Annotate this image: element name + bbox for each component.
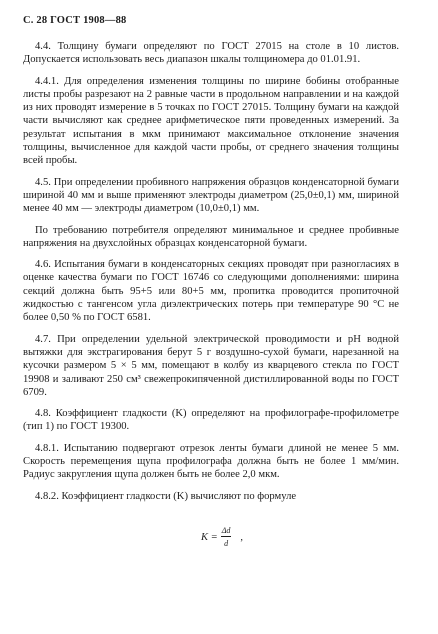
formula-numerator: Δd (221, 526, 231, 535)
smoothness-formula (201, 526, 243, 548)
paragraph-4-4: 4.4. Толщину бумаги определяют по ГОСТ 27015 на столе в 10 листов. Допускается использовать весь диапазон шкалы толщиномера до 01.01.91. (23, 41, 399, 66)
paragraph-4-5: 4.5. При определении пробивного напряжения образцов конденсаторной бумаги шириной 40 мм и выше применяют электроды диаметром (25,0±0,1) мм, шириной менее 40 мм — электроды диаметром (10,0±0,1) мм. (23, 176, 399, 215)
paragraph-4-8-2: 4.8.2. Коэффициент гладкости (K) вычисляют по формуле (35, 490, 297, 502)
formula-trail: , (240, 531, 244, 543)
paragraph-4-6: 4.6. Испытания бумаги в конденсаторных секциях проводят при разногласиях в оценке качества бумаги по ГОСТ 16746 со следующими дополнениями: ширина секций должна быть 95+5 или 80+5 мм, пропитка проводится пропиточной жидкостью с тангенсом угла диэлектрических потерь при температуре 90 °С не более 0,50 % по ГОСТ 6581. (23, 259, 399, 324)
paragraph-4-7: 4.7. При определении удельной электрической проводимости и pH водной вытяжки для экстрагирования берут 5 г воздушно-сухой бумаги, нарезанной на кусочки размером 5 × 5 мм, помещают в колбу из кварцевого стекла по ГОСТ 19908 и заливают 250 см³ свежепрокипяченной дистиллированной воды по ГОСТ 6709. (23, 333, 399, 398)
document-body (23, 40, 399, 503)
paragraph-4-4-1: 4.4.1. Для определения изменения толщины по ширине бобины отобранные листы пробы разрезают на 2 равные части в продольном направлении и на каждой из них проводят измерение в 5 точках по ГОСТ 27015. Толщину бумаги на каждой части вычисляют как среднее арифметическое пяти проведенных измерений. За результат испытания в мкм принимают максимальное отклонение значения толщины, вычисленное для каждой части пробы, от среднего значения толщины всей пробы. (23, 75, 399, 167)
paragraph-4-8-1: 4.8.1. Испытанию подвергают отрезок ленты бумаги длиной не менее 5 мм. Скорость перемещения щупа профилографа должна быть не более 1 мм/мин. Радиус закругления щупа должен быть не более 2,0 мкм. (23, 442, 399, 481)
formula-denominator: d (224, 539, 229, 548)
formula-fraction (221, 526, 232, 548)
paragraph-4-5-note: По требованию потребителя определяют минимальное и среднее пробивные напряжения на двухслойных образцах конденсаторной бумаги. (23, 224, 399, 249)
formula-lhs: K = (201, 531, 218, 543)
paragraph-4-8: 4.8. Коэффициент гладкости (K) определяют на профилографе-профилометре (тип 1) по ГОСТ 19300. (23, 408, 399, 433)
page-header: С. 28 ГОСТ 1908—88 (23, 15, 127, 26)
